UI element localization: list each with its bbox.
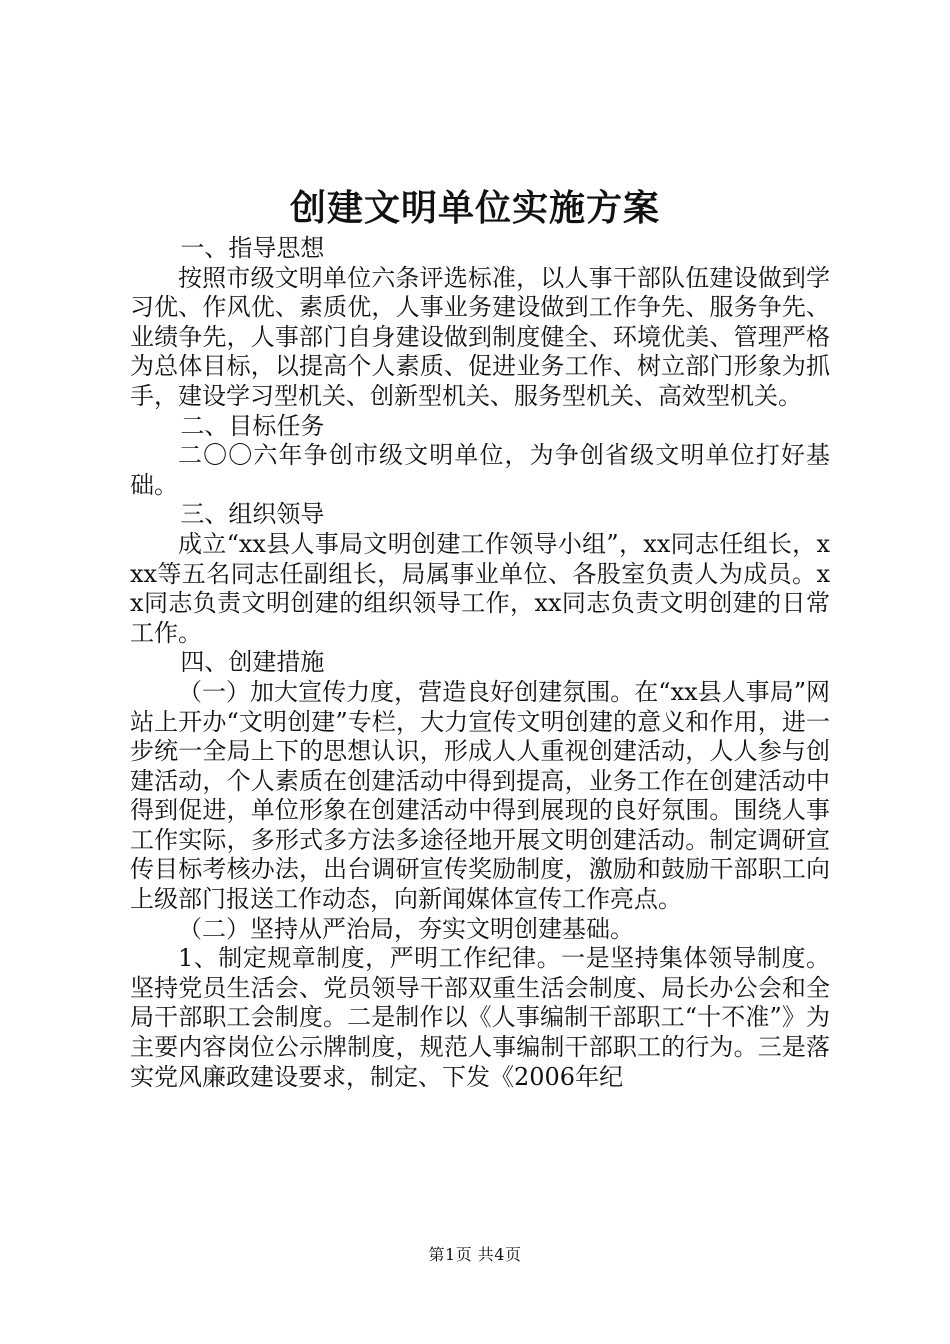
section-heading-goals: 二、目标任务 — [180, 411, 325, 440]
document-body — [130, 234, 830, 1092]
page-footer: 第1页 共4页 — [428, 1245, 522, 1264]
document-title: 创建文明单位实施方案 — [289, 187, 660, 229]
paragraph-goals: 二〇〇六年争创市级文明单位，为争创省级文明单位打好基础。 — [130, 441, 830, 499]
paragraph-measure-strict-management: （二）坚持从严治局，夯实文明创建基础。 — [178, 914, 634, 943]
paragraph-measure-publicity: （一）加大宣传力度，营造良好创建氛围。在“xx县人事局”网站上开办“文明创建”专栏，大力宣传文明创建的意义和作用，进一步统一全局上下的思想认识，形成人人重视创建活动，人人参与创建活动，个人素质在创建活动中得到提高，业务工作在创建活动中得到促进，单位形象在创建活动中得到展现的良好氛围。围绕人事工作实际，多形式多方法多途径地开展文明创建活动。制定调研宣传目标考核办法，出台调研宣传奖励制度，激励和鼓励干部职工向上级部门报送工作动态，向新闻媒体宣传工作亮点。 — [130, 677, 830, 914]
paragraph-guiding-thought: 按照市级文明单位六条评选标准，以人事干部队伍建设做到学习优、作风优、素质优，人事业务建设做到工作争先、服务争先、业绩争先，人事部门自身建设做到制度健全、环境优美、管理严格为总体目标，以提高个人素质、促进业务工作、树立部门形象为抓手，建设学习型机关、创新型机关、服务型机关、高效型机关。 — [130, 263, 830, 410]
section-heading-organization: 三、组织领导 — [180, 500, 325, 529]
section-heading-guiding-thought: 一、指导思想 — [180, 234, 325, 262]
paragraph-measure-rules: 1、制定规章制度，严明工作纪律。一是坚持集体领导制度。坚持党员生活会、党员领导干部双重生活会制度、局长办公会和全局干部职工会制度。二是制作以《人事编制干部职工“十不准”》为主要内容岗位公示牌制度，规范人事编制干部职工的行为。三是落实党风廉政建设要求，制定、下发《2006年纪 — [130, 944, 830, 1091]
paragraph-organization: 成立“xx县人事局文明创建工作领导小组”，xx同志任组长，xxx等五名同志任副组长，局属事业单位、各股室负责人为成员。xx同志负责文明创建的组织领导工作，xx同志负责文明创建的日常工作。 — [130, 529, 830, 647]
section-heading-measures: 四、创建措施 — [180, 648, 325, 677]
